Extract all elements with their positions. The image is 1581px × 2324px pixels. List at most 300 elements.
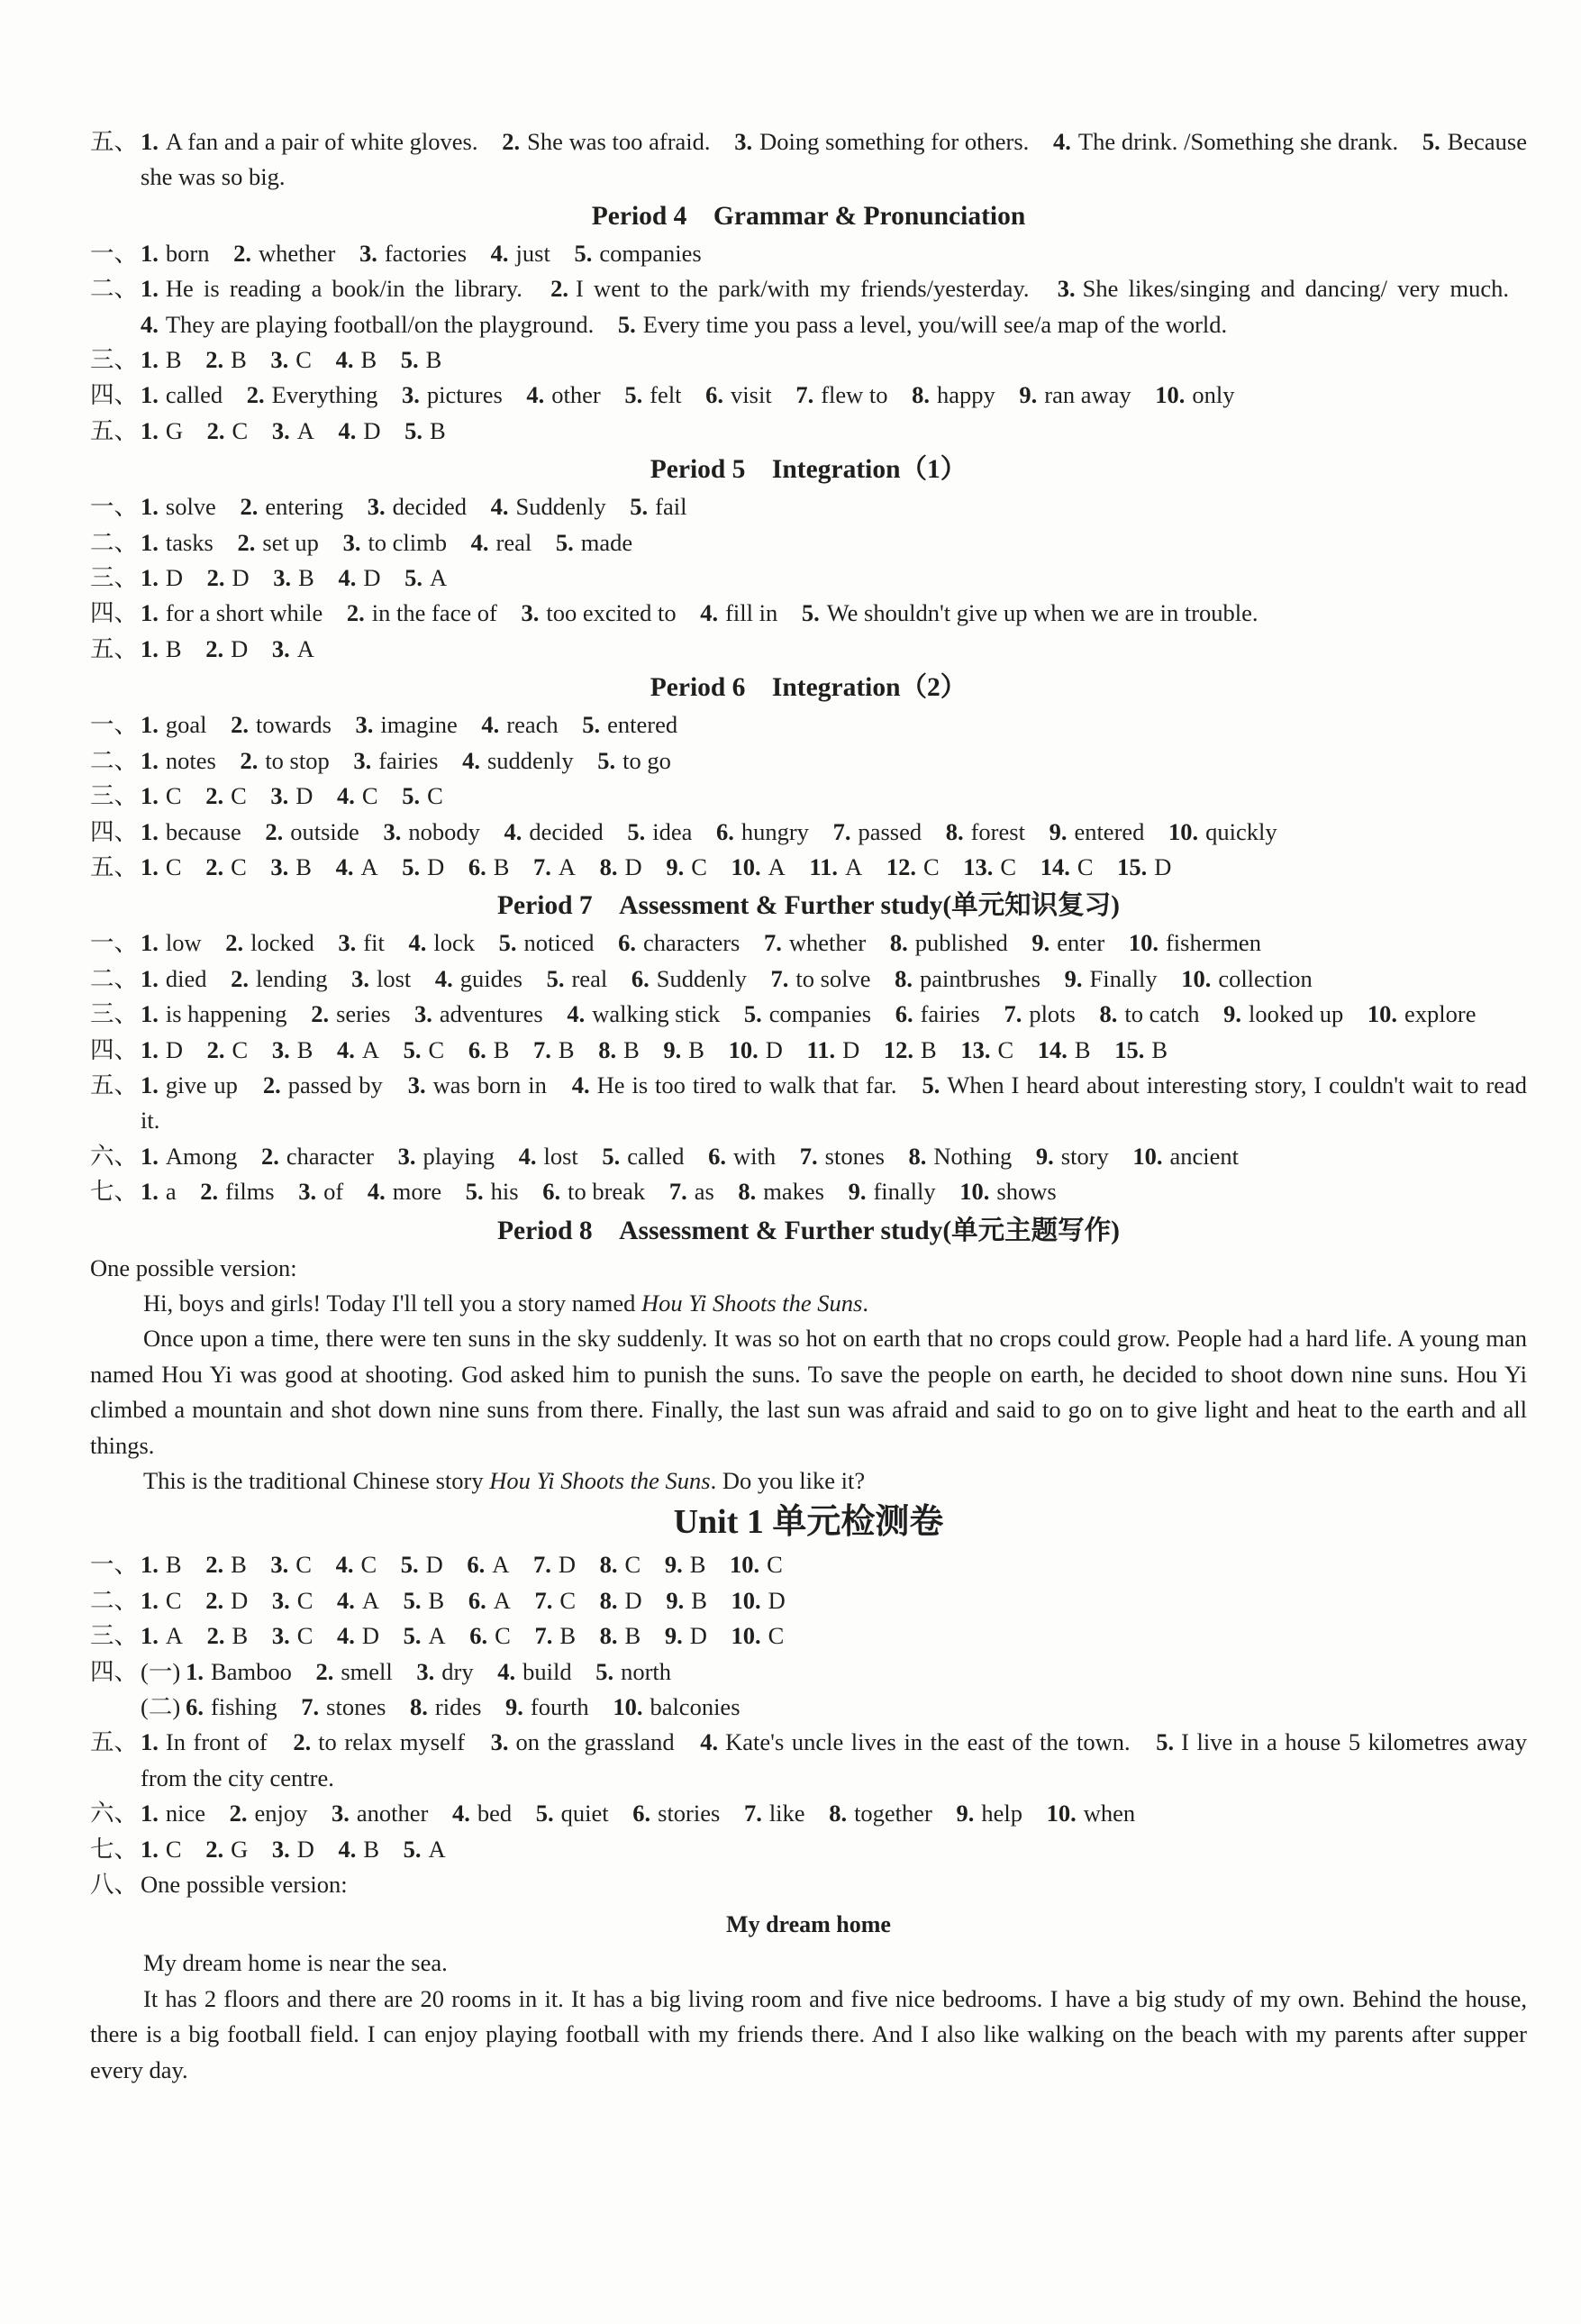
- answer-number: 7.: [533, 1035, 551, 1063]
- answer-number: 5.: [402, 852, 421, 880]
- answer-item: [141, 240, 209, 267]
- answer-text: bed: [477, 1800, 513, 1827]
- answer-text: to catch: [1124, 1000, 1200, 1028]
- answer-text: other: [551, 381, 601, 409]
- answer-text: born: [165, 239, 210, 267]
- answer-item: [598, 1036, 640, 1063]
- answer-item: [141, 417, 183, 444]
- answer-text: to stop: [265, 746, 330, 774]
- question-number: 三、: [90, 782, 138, 810]
- answer-item: [946, 818, 1025, 845]
- answer-number: 7.: [533, 1551, 551, 1579]
- answer-text: B: [689, 1551, 706, 1579]
- answer-text: imagine: [380, 711, 458, 739]
- answer-number: 3.: [416, 1657, 435, 1685]
- answer-text: B: [295, 852, 312, 880]
- answer-text: visit: [731, 381, 772, 409]
- answer-number: 5.: [627, 817, 646, 845]
- answer-list: [141, 1174, 1527, 1209]
- answer-text: goal: [165, 711, 207, 739]
- answer-item: [141, 965, 207, 992]
- answer-item: [618, 311, 1227, 338]
- answer-item: [666, 1587, 707, 1614]
- answer-text: A: [558, 852, 577, 880]
- answer-item: [729, 1036, 783, 1063]
- answer-item: [957, 1800, 1023, 1827]
- answer-number: 5.: [404, 564, 423, 592]
- answer-text: A: [845, 852, 863, 880]
- answer-item: [499, 929, 595, 956]
- answer-text: D: [363, 564, 381, 592]
- question-row: [90, 1618, 1527, 1654]
- answer-text: B: [688, 1035, 704, 1063]
- answer-number: 1.: [141, 599, 159, 627]
- answer-number: 3.: [397, 1142, 416, 1170]
- answer-item: [849, 1178, 936, 1205]
- answer-list: [141, 707, 1527, 743]
- answer-item: [556, 529, 632, 556]
- answer-item: [402, 381, 503, 408]
- answer-number: 3.: [351, 964, 369, 992]
- answer-number: 5.: [1422, 128, 1440, 155]
- answer-number: 3.: [332, 1800, 350, 1827]
- answer-item: [627, 818, 692, 845]
- answer-item: [1129, 929, 1261, 956]
- answer-text: more: [392, 1178, 442, 1206]
- question-row: [90, 236, 1527, 271]
- answer-text: Suddenly: [656, 964, 747, 992]
- answer-number: 1.: [141, 1586, 159, 1614]
- answer-text: because: [165, 817, 241, 845]
- question-row: [90, 124, 1527, 196]
- answer-text: hungry: [741, 817, 809, 845]
- answer-item: [536, 1800, 609, 1827]
- answer-item: [700, 1728, 1130, 1755]
- answer-number: 1.: [141, 1835, 159, 1863]
- answer-item: [240, 493, 343, 520]
- question-row: [90, 1583, 1527, 1618]
- answer-number: 4.: [338, 416, 357, 444]
- answer-text: A: [361, 1035, 380, 1063]
- answer-number: 1.: [141, 817, 159, 845]
- answer-text: companies: [599, 239, 702, 267]
- answer-text: B: [231, 1551, 247, 1579]
- answer-item: [205, 1836, 248, 1863]
- question-number: 二、: [90, 964, 138, 992]
- answer-number: 3.: [271, 1586, 290, 1614]
- answer-number: 8.: [738, 1178, 757, 1206]
- answer-text: noticed: [523, 929, 595, 957]
- answer-item: [141, 1836, 182, 1863]
- answer-number: 6.: [715, 817, 734, 845]
- answer-text: enter: [1057, 929, 1105, 957]
- answer-number: 4.: [338, 564, 357, 592]
- answer-text: Kate's uncle lives in the east of the town.: [725, 1728, 1131, 1756]
- answer-item: [582, 711, 677, 738]
- answer-list: [141, 1796, 1527, 1831]
- answer-text: to solve: [795, 964, 871, 992]
- answer-list: [141, 560, 1527, 596]
- answer-list: [141, 271, 1527, 342]
- answer-number: 10.: [1132, 1142, 1163, 1170]
- answer-item: [141, 493, 216, 520]
- answer-item: [186, 1693, 277, 1720]
- answer-item: [618, 929, 740, 956]
- answer-item: [272, 1587, 313, 1614]
- answer-number: 3.: [273, 564, 292, 592]
- answer-text: B: [559, 1622, 577, 1650]
- answer-item: [1040, 853, 1094, 880]
- answer-number: 4.: [571, 1071, 590, 1098]
- answer-item: [311, 1000, 390, 1027]
- answer-number: 3.: [734, 128, 753, 155]
- answer-item: [960, 1036, 1013, 1063]
- answer-number: 10.: [731, 852, 761, 880]
- answer-item: [1031, 929, 1104, 956]
- question-number: 一、: [90, 929, 138, 957]
- answer-number: 1.: [141, 528, 159, 556]
- answer-number: 4.: [481, 711, 500, 739]
- answer-item: [542, 1178, 645, 1205]
- question-number: 二、: [90, 528, 138, 556]
- answer-text: C: [295, 346, 312, 374]
- answer-item: [402, 853, 444, 880]
- section-heading: My dream home: [726, 1911, 891, 1938]
- answer-text: He is too tired to walk that far.: [596, 1071, 897, 1098]
- question-number: 三、: [90, 1622, 138, 1650]
- answer-text: Every time you pass a level, you/will see/a map of the world.: [642, 310, 1228, 338]
- answer-number: 1.: [141, 416, 159, 444]
- answer-item: [353, 747, 438, 774]
- answer-number: 6.: [468, 1035, 486, 1063]
- answer-text: solve: [165, 493, 216, 521]
- answer-text: B: [165, 1551, 182, 1579]
- answer-item: [1019, 381, 1131, 408]
- answer-number: 2.: [293, 1728, 312, 1756]
- sub-part-label: (二): [141, 1693, 181, 1721]
- answer-text: D: [231, 1586, 249, 1614]
- answer-number: 5.: [743, 1000, 762, 1028]
- answer-item: [705, 381, 772, 408]
- answer-text: D: [624, 852, 642, 880]
- answer-item: [238, 529, 319, 556]
- answer-number: 5.: [582, 711, 601, 739]
- answer-list: [141, 1690, 1527, 1725]
- answer-text: factories: [384, 239, 468, 267]
- answer-number: 4.: [1053, 128, 1071, 155]
- answer-number: 10.: [1155, 381, 1186, 409]
- answer-number: 10.: [1128, 929, 1158, 957]
- answer-item: [533, 1036, 575, 1063]
- answer-item: [231, 711, 332, 738]
- answer-text: C: [165, 852, 182, 880]
- answer-text: C: [232, 1035, 249, 1063]
- answer-number: 1.: [141, 239, 159, 267]
- answer-number: 4.: [700, 1728, 719, 1756]
- answer-item: [708, 1143, 776, 1170]
- answer-text: for a short while: [165, 599, 323, 627]
- answer-item: [337, 1587, 379, 1614]
- answer-text: B: [231, 346, 247, 374]
- answer-text: D: [765, 1035, 783, 1063]
- answer-item: [141, 747, 216, 774]
- answer-item: [205, 1587, 248, 1614]
- answer-item: [141, 1728, 268, 1755]
- answer-text: D: [165, 1035, 184, 1063]
- answer-item: [416, 1658, 473, 1685]
- question-number: 一、: [90, 711, 138, 739]
- answer-text: fishermen: [1165, 929, 1261, 957]
- answer-text: smell: [341, 1657, 393, 1685]
- answer-number: 7.: [534, 1586, 553, 1614]
- answer-number: 5.: [535, 1800, 554, 1827]
- answer-text: C: [997, 1035, 1014, 1063]
- answer-text: films: [225, 1178, 275, 1206]
- answer-text: We shouldn't give up when we are in trouble.: [826, 599, 1258, 627]
- answer-text: guides: [459, 964, 522, 992]
- answer-item: [336, 1551, 377, 1578]
- answer-number: 2.: [206, 1035, 225, 1063]
- answer-number: 8.: [1099, 1000, 1118, 1028]
- answer-item: [468, 1036, 510, 1063]
- answer-number: 1.: [141, 1800, 159, 1827]
- section-heading: Period 6 Integration（2）: [650, 673, 968, 703]
- answer-text: fourth: [530, 1693, 589, 1721]
- answer-item: [963, 853, 1016, 880]
- answer-text: A: [361, 1586, 380, 1614]
- answer-text: B: [428, 1586, 445, 1614]
- answer-number: 3.: [521, 599, 540, 627]
- question-row: [90, 1867, 1527, 1902]
- answer-number: 13.: [963, 852, 994, 880]
- answer-number: 2.: [550, 275, 569, 303]
- answer-number: 3.: [270, 852, 289, 880]
- answer-list: [141, 1725, 1527, 1796]
- answer-item: [141, 782, 182, 809]
- answer-text: He is reading a book/in the library.: [165, 275, 522, 303]
- answer-text: lock: [433, 929, 475, 957]
- answer-list: [141, 1033, 1527, 1068]
- answer-item: [770, 965, 870, 992]
- answer-text: They are playing football/on the playground.: [165, 310, 595, 338]
- answer-number: 7.: [770, 964, 789, 992]
- answer-text: published: [914, 929, 1008, 957]
- answer-item: [205, 853, 247, 880]
- answer-item: [600, 1551, 641, 1578]
- answer-item: [263, 1071, 383, 1098]
- answer-number: 7.: [832, 817, 851, 845]
- answer-item: [1155, 381, 1234, 408]
- answer-number: 5.: [617, 310, 636, 338]
- answer-item: [207, 417, 249, 444]
- answer-number: 3.: [1057, 275, 1076, 303]
- answer-text: shows: [996, 1178, 1057, 1206]
- question-number: 七、: [90, 1835, 138, 1863]
- answer-number: 1.: [141, 852, 159, 880]
- question-number: 四、: [90, 817, 138, 845]
- answer-text: quickly: [1205, 817, 1277, 845]
- answer-text: characters: [642, 929, 741, 957]
- answer-item: [547, 965, 608, 992]
- answer-item: [336, 853, 378, 880]
- answer-text: B: [363, 1835, 380, 1863]
- answer-number: 4.: [497, 1657, 516, 1685]
- sub-part-label: (一): [141, 1657, 181, 1685]
- answer-list: [141, 632, 1527, 667]
- answer-number: 6.: [705, 381, 724, 409]
- answer-number: 3.: [271, 416, 290, 444]
- answer-text: D: [558, 1551, 577, 1579]
- answer-text: when: [1083, 1800, 1136, 1827]
- story-title: Hou Yi Shoots the Suns: [641, 1289, 863, 1317]
- answer-text: called: [165, 381, 223, 409]
- answer-list: [141, 1618, 1527, 1654]
- answer-text: Everything: [271, 381, 378, 409]
- answer-number: 4.: [335, 1551, 354, 1579]
- answer-text: D: [689, 1622, 707, 1650]
- answer-item: [205, 346, 247, 373]
- answer-item: [1181, 965, 1313, 992]
- question-row: [90, 707, 1527, 743]
- answer-number: 7.: [795, 381, 814, 409]
- answer-text: help: [981, 1800, 1023, 1827]
- answer-number: 8.: [599, 1622, 618, 1650]
- answer-text: The drink. /Something she drank.: [1077, 128, 1399, 155]
- answer-number: 2.: [346, 599, 365, 627]
- answer-item: [533, 853, 576, 880]
- answer-item: [141, 1800, 205, 1827]
- answer-text: to go: [622, 746, 671, 774]
- answer-number: 4.: [451, 1800, 470, 1827]
- question-number: 六、: [90, 1142, 138, 1170]
- answer-number: 5.: [801, 599, 820, 627]
- answer-list: [141, 815, 1527, 850]
- answer-item: [332, 1800, 428, 1827]
- answer-text: D: [624, 1586, 642, 1614]
- answer-number: 2.: [311, 1000, 330, 1028]
- answer-text: lost: [543, 1142, 578, 1170]
- answer-text: made: [580, 528, 633, 556]
- answer-number: 2.: [246, 381, 265, 409]
- answer-number: 1.: [141, 634, 159, 662]
- answer-item: [401, 346, 442, 373]
- answer-item: [800, 1143, 885, 1170]
- answer-item: [1367, 1000, 1477, 1027]
- answer-text: playing: [423, 1142, 495, 1170]
- answer-text: collection: [1218, 964, 1313, 992]
- question-number: 四、: [90, 381, 138, 409]
- answer-item: [231, 965, 327, 992]
- answer-number: 2.: [206, 564, 225, 592]
- answer-text: fairies: [378, 746, 439, 774]
- answer-number: 9.: [664, 1622, 683, 1650]
- answer-number: 4.: [470, 528, 489, 556]
- answer-text: story: [1060, 1142, 1109, 1170]
- answer-text: give up: [165, 1071, 238, 1098]
- answer-number: 4.: [462, 746, 480, 774]
- answer-number: 4.: [367, 1178, 386, 1206]
- answer-item: [1114, 1036, 1168, 1063]
- answer-number: 9.: [1223, 1000, 1241, 1028]
- answer-number: 7.: [743, 1800, 762, 1827]
- question-row: [90, 525, 1527, 560]
- answer-item: [744, 1800, 805, 1827]
- answer-number: 14.: [1037, 1035, 1068, 1063]
- answer-text: nobody: [408, 817, 480, 845]
- answer-item: [240, 747, 329, 774]
- answer-item: [225, 929, 314, 956]
- answer-number: 1.: [141, 1728, 159, 1756]
- answer-text: Finally: [1089, 964, 1158, 992]
- answer-number: 5.: [465, 1178, 484, 1206]
- answer-text: C: [559, 1586, 577, 1614]
- answer-text: B: [1074, 1035, 1091, 1063]
- answer-text: paintbrushes: [920, 964, 1040, 992]
- answer-text: A: [360, 852, 378, 880]
- answer-number: 1.: [141, 1035, 159, 1063]
- answer-item: [959, 1178, 1056, 1205]
- answer-number: 4.: [408, 929, 427, 957]
- answer-number: 1.: [141, 1178, 159, 1206]
- answer-item: [404, 1036, 445, 1063]
- answer-item: [600, 1587, 642, 1614]
- answer-item: [141, 1551, 182, 1578]
- answer-number: 2.: [205, 346, 224, 374]
- answer-number: 8.: [895, 964, 913, 992]
- answer-item: [398, 1143, 495, 1170]
- answer-number: 4.: [337, 1586, 355, 1614]
- answer-item: [884, 1036, 937, 1063]
- answer-number: 9.: [666, 1586, 685, 1614]
- answer-number: 5.: [624, 381, 643, 409]
- answer-number: 1.: [141, 711, 159, 739]
- answer-text: low: [165, 929, 202, 957]
- answer-number: 10.: [1181, 964, 1212, 992]
- question-number: 五、: [90, 128, 138, 155]
- answer-number: 9.: [956, 1800, 975, 1827]
- answer-item: [632, 1800, 720, 1827]
- answer-text: A: [296, 634, 314, 662]
- answer-text: A: [428, 1835, 446, 1863]
- answer-number: 4.: [337, 782, 355, 810]
- answer-item: [519, 1143, 578, 1170]
- answer-text: D: [361, 1622, 380, 1650]
- page-content: [90, 124, 1527, 2088]
- answer-number: 8.: [945, 817, 964, 845]
- answer-text: She was too afraid.: [527, 128, 711, 155]
- answer-number: 3.: [298, 1178, 317, 1206]
- answer-text: Nothing: [933, 1142, 1013, 1170]
- answer-item: [481, 711, 558, 738]
- answer-text: just: [515, 239, 550, 267]
- answer-text: B: [493, 1035, 510, 1063]
- answer-item: [731, 853, 786, 880]
- answer-number: 3.: [407, 1071, 426, 1098]
- section-heading: Period 7 Assessment & Further study(单元知识复习): [496, 891, 1121, 921]
- answer-text: passed by: [287, 1071, 383, 1098]
- answer-item: [272, 417, 314, 444]
- answer-number: 5.: [403, 1035, 422, 1063]
- answer-item: [912, 381, 995, 408]
- answer-item: [550, 275, 1029, 302]
- answer-text: set up: [262, 528, 319, 556]
- answer-list: [141, 779, 1527, 814]
- answer-number: 4.: [434, 964, 453, 992]
- answer-text: C: [231, 852, 247, 880]
- answer-item: [207, 564, 250, 591]
- answer-item: [504, 818, 603, 845]
- answer-number: 8.: [829, 1800, 848, 1827]
